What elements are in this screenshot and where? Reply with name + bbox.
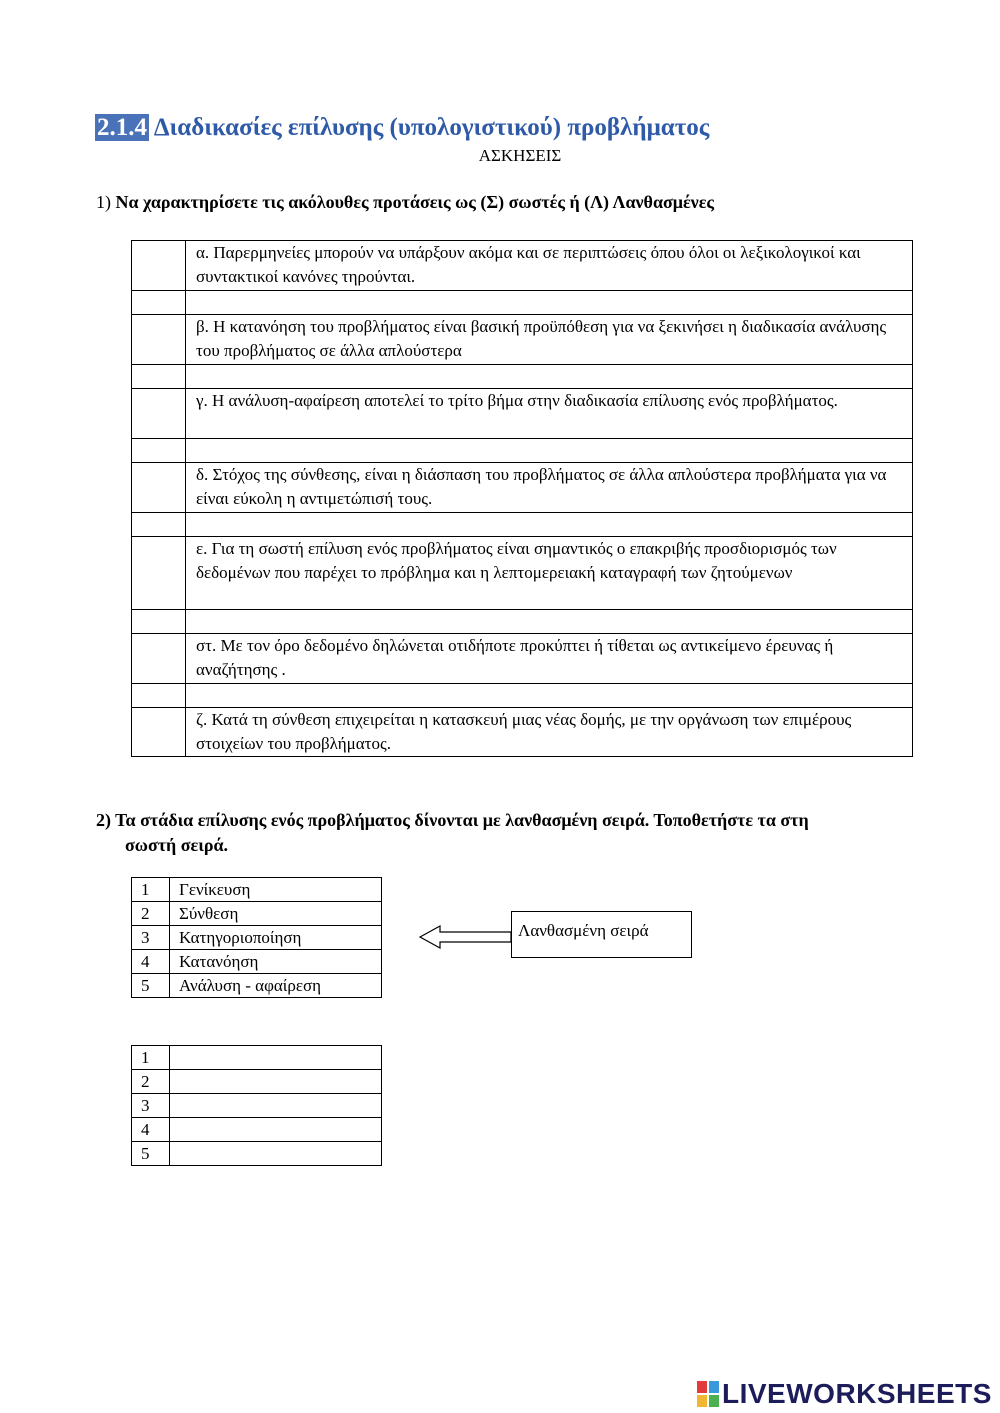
answer-box[interactable] [132,708,186,757]
step-row [132,878,382,902]
answer-table [131,1045,382,1166]
step-row [132,974,382,998]
left-arrow-icon [418,920,512,954]
statement-text: δ. Στόχος της σύνθεσης, είναι η διάσπαση του προβλήματος σε άλλα απλούστερα προβλήματα για να είναι εύκολη η αντιμετώπισή τους. [186,463,913,513]
spacer-row [132,684,913,708]
spacer-row [132,513,913,537]
step-number: 4 [132,950,170,974]
statement-row [132,389,913,439]
step-number: 2 [132,902,170,926]
step-label[interactable]: Κατανόηση [170,950,382,974]
statement-text: ζ. Κατά τη σύνθεση επιχειρείται η κατασκευή μιας νέας δομής, με την οργάνωση των επιμέρους στοιχείων του προβλήματος. [186,708,913,757]
exercise1-title [96,192,714,213]
spacer-cell [186,610,913,634]
step-number: 1 [132,878,170,902]
spacer-cell [186,439,913,463]
answer-number: 2 [132,1070,170,1094]
statement-row [132,241,913,291]
exercise2-line2: σωστή σειρά. [125,835,228,855]
answer-box[interactable] [132,634,186,684]
page-subtitle: ΑΣΚΗΣΕΙΣ [478,146,562,165]
statement-row [132,708,913,757]
answer-number: 3 [132,1094,170,1118]
answer-box[interactable] [132,463,186,513]
answer-row [132,1142,382,1166]
answer-box[interactable] [132,537,186,610]
section-heading [95,114,709,142]
exercise1-instruction: Να χαρακτηρίσετε τις ακόλουθες προτάσεις ως (Σ) σωστές ή (Λ) Λανθασμένες [115,192,714,212]
spacer-cell [132,610,186,634]
spacer-cell [132,439,186,463]
spacer-cell [186,291,913,315]
step-row [132,950,382,974]
statement-row [132,634,913,684]
exercise2-line1: 2) Τα στάδια επίλυσης ενός προβλήματος δίνονται με λανθασμένη σειρά. Τοποθετήστε τα στη [96,810,809,830]
step-row [132,902,382,926]
wrong-order-callout: Λανθασμένη σειρά [511,911,692,958]
answer-slot[interactable] [170,1142,382,1166]
spacer-cell [132,513,186,537]
liveworksheets-logo [697,1378,992,1410]
spacer-row [132,610,913,634]
answer-row [132,1070,382,1094]
statement-text: β. Η κατανόηση του προβλήματος είναι βασική προϋπόθεση για να ξεκινήσει η διαδικασία ανάλυσης του προβλήματος σε άλλα απλούστερα [186,315,913,365]
step-number: 3 [132,926,170,950]
step-label[interactable]: Γενίκευση [170,878,382,902]
statement-text: γ. Η ανάλυση-αφαίρεση αποτελεί το τρίτο βήμα στην διαδικασία επίλυσης ενός προβλήματος. [186,389,913,439]
true-false-table [131,240,913,757]
spacer-cell [132,365,186,389]
answer-number: 1 [132,1046,170,1070]
exercise1-number: 1) [96,192,111,212]
answer-slot[interactable] [170,1046,382,1070]
logo-mark-icon [697,1381,719,1407]
answer-row [132,1094,382,1118]
step-number: 5 [132,974,170,998]
spacer-cell [186,365,913,389]
statement-row [132,537,913,610]
spacer-row [132,291,913,315]
section-number: 2.1.4 [97,114,147,141]
answer-box[interactable] [132,315,186,365]
spacer-cell [186,684,913,708]
step-label[interactable]: Ανάλυση - αφαίρεση [170,974,382,998]
answer-slot[interactable] [170,1094,382,1118]
answer-number: 5 [132,1142,170,1166]
statement-text: στ. Με τον όρο δεδομένο δηλώνεται οτιδήποτε προκύπτει ή τίθεται ως αντικείμενο έρευνας ή αναζήτησης . [186,634,913,684]
step-row [132,926,382,950]
answer-box[interactable] [132,389,186,439]
step-label[interactable]: Σύνθεση [170,902,382,926]
steps-table [131,877,382,998]
answer-row [132,1046,382,1070]
spacer-row [132,439,913,463]
spacer-row [132,365,913,389]
logo-text: LIVEWORKSHEETS [722,1378,992,1409]
spacer-cell [132,291,186,315]
exercise2-title [96,808,916,858]
step-label[interactable]: Κατηγοριοποίηση [170,926,382,950]
statement-text: ε. Για τη σωστή επίλυση ενός προβλήματος είναι σημαντικός ο επακριβής προσδιορισμός των δεδομένων που παρέχει το πρόβλημα και η λεπτομερειακή καταγραφή των ζητούμενων [186,537,913,610]
answer-slot[interactable] [170,1118,382,1142]
spacer-cell [186,513,913,537]
answer-box[interactable] [132,241,186,291]
statement-row [132,463,913,513]
section-title: Διαδικασίες επίλυσης (υπολογιστικού) προβλήματος [153,114,710,141]
statement-text: α. Παρερμηνείες μπορούν να υπάρξουν ακόμα και σε περιπτώσεις όπου όλοι οι λεξικολογικοί και συντακτικοί κανόνες τηρούνται. [186,241,913,291]
answer-slot[interactable] [170,1070,382,1094]
answer-number: 4 [132,1118,170,1142]
spacer-cell [132,684,186,708]
answer-row [132,1118,382,1142]
statement-row [132,315,913,365]
